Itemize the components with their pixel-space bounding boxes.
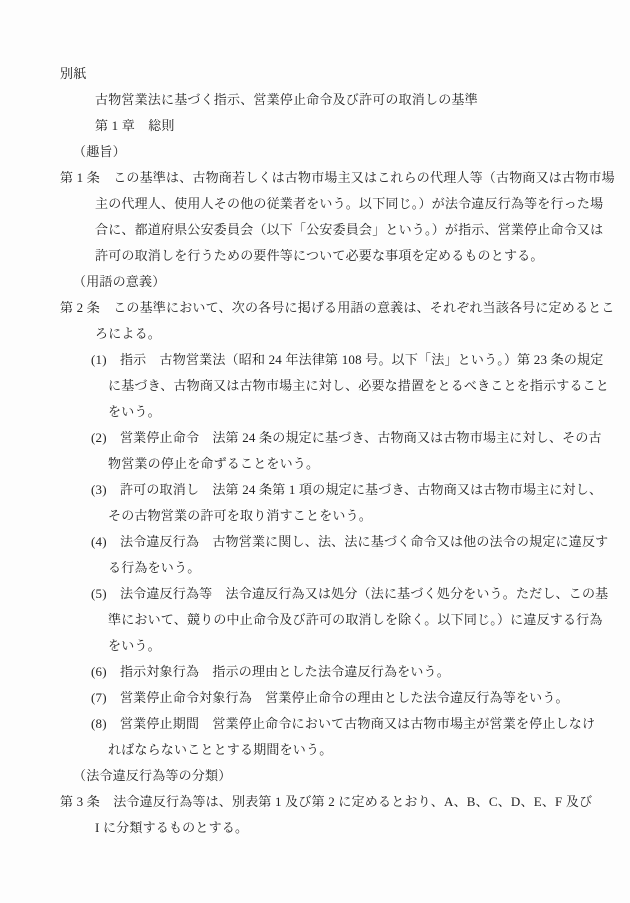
article-2-line-1: 第 2 条 この基準において、次の各号に掲げる用語の意義は、それぞれ当該各号に定めるとこ: [60, 300, 615, 315]
article-1-line-3: 合に、都道府県公安委員会（以下「公安委員会」という。）が指示、営業停止命令又は: [95, 222, 604, 237]
definition-item-1-line-3: をいう。: [108, 404, 161, 419]
section-heading-definitions: （用語の意義）: [73, 274, 166, 289]
definition-item-8-line-2: ればならないこととする期間をいう。: [108, 742, 333, 757]
definition-item-8-line-1: (8) 営業停止期間 営業停止命令において古物商又は古物市場主が営業を停止しなけ: [91, 716, 596, 731]
definition-item-5-line-3: をいう。: [108, 638, 161, 653]
section-heading-purpose: （趣旨）: [73, 144, 126, 159]
chapter-1-heading: 第 1 章 総則: [95, 118, 175, 133]
definition-item-3-line-1: (3) 許可の取消し 法第 24 条第 1 項の規定に基づき、古物商又は古物市場主に対し、: [91, 482, 603, 497]
definition-item-5-line-1: (5) 法令違反行為等 法令違反行為又は処分（法に基づく処分をいう。ただし、この基: [91, 586, 609, 601]
article-1-line-1: 第 1 条 この基準は、古物商若しくは古物市場主又はこれらの代理人等（古物商又は古物市場: [60, 170, 615, 185]
document-title: 古物営業法に基づく指示、営業停止命令及び許可の取消しの基準: [95, 92, 478, 107]
definition-item-1-line-2: に基づき、古物商又は古物市場主に対し、必要な措置をとるべきことを指示すること: [108, 378, 610, 393]
definition-item-5-line-2: 準において、競りの中止命令及び許可の取消しを除く。以下同じ。）に違反する行為: [108, 612, 603, 627]
article-1-line-4: 許可の取消しを行うための要件等について必要な事項を定めるものとする。: [95, 248, 544, 263]
definition-item-6: (6) 指示対象行為 指示の理由とした法令違反行為をいう。: [91, 664, 450, 679]
article-3-line-2: I に分類するものとする。: [95, 820, 249, 835]
attachment-label: 別紙: [60, 66, 87, 81]
definition-item-2-line-1: (2) 営業停止命令 法第 24 条の規定に基づき、古物商又は古物市場主に対し、その古: [91, 430, 602, 445]
definition-item-1-line-1: (1) 指示 古物営業法（昭和 24 年法律第 108 号。以下「法」という。）第 23 条の規定: [91, 352, 604, 367]
definition-item-2-line-2: 物営業の停止を命ずることをいう。: [108, 456, 320, 471]
definition-item-3-line-2: その古物営業の許可を取り消すことをいう。: [108, 508, 373, 523]
definition-item-4-line-2: る行為をいう。: [108, 560, 201, 575]
article-3-line-1: 第 3 条 法令違反行為等は、別表第 1 及び第 2 に定めるとおり、A、B、C、D、E、F 及び: [60, 794, 593, 809]
article-2-line-2: ろによる。: [95, 326, 162, 341]
definition-item-4-line-1: (4) 法令違反行為 古物営業に関し、法、法に基づく命令又は他の法令の規定に違反す: [91, 534, 609, 549]
article-1-line-2: 主の代理人、使用人その他の従業者をいう。以下同じ。）が法令違反行為等を行った場: [95, 196, 604, 211]
section-heading-classification: （法令違反行為等の分類）: [73, 768, 232, 783]
definition-item-7: (7) 営業停止命令対象行為 営業停止命令の理由とした法令違反行為等をいう。: [91, 690, 569, 705]
